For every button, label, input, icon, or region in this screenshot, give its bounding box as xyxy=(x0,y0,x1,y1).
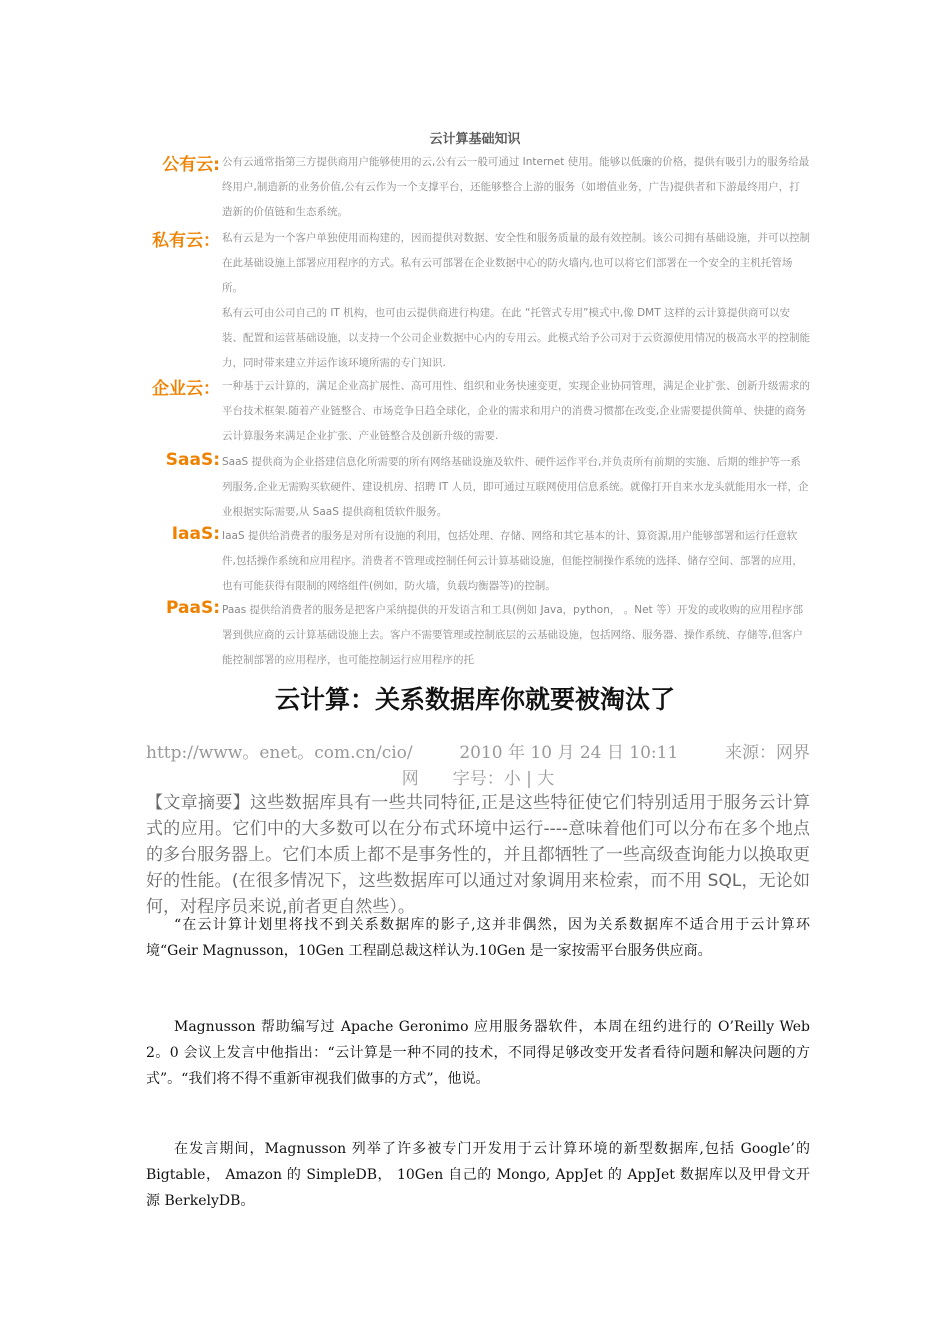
section-label: 企业云： xyxy=(152,379,220,399)
article-date: 2010 年 10 月 24 日 10:11 xyxy=(459,743,679,763)
section-body xyxy=(222,150,810,225)
article-abstract: 【文章摘要】这些数据库具有一些共同特征,正是这些特征使它们特别适用于服务云计算式的应用。它们中的大多数可以在分布式环境中运行----意味着他们可以分布在多个地点的多台服务器上。它们本质上都不是事务性的，并且都牺牲了一些高级查询能力以换取更好的性能。(在很多情况下，这些数据库可以通过对象调用来检索，而不用 SQL，无论如何，对程序员来说,前者更自然些）。 xyxy=(146,793,810,917)
section-body xyxy=(222,374,810,449)
article-source: 来源：网界 xyxy=(725,743,810,763)
article-paragraph: 在发言期间，Magnusson 列举了许多被专门开发用于云计算环境的新型数据库,包括 Google’的 Bigtable， Amazon 的 SimpleDB， 10Gen 自己的 Mongo, AppJet 的 AppJet 数据库以及甲骨文开源 BerkelyDB。 xyxy=(146,1141,810,1209)
section-paragraph: 公有云通常指第三方提供商用户能够使用的云,公有云一般可通过 Internet 使用。能够以低廉的价格，提供有吸引力的服务给最终用户,制造新的业务价值,公有云作为一个支撑平台，还能够整合上游的服务（如增值业务，广告)提供者和下游最终用户，打造新的价值链和生态系统。 xyxy=(222,156,810,218)
section-paragraph: IaaS 提供给消费者的服务是对所有设施的利用，包括处理、存储、网络和其它基本的计、算资源,用户能够部署和运行任意软件,包括操作系统和应用程序。消费者不管理或控制任何云计算基础设施，但能控制操作系统的选择、储存空间、部署的应用，也有可能获得有限制的网络组件(例如，防火墙，负载均衡器等)的控制。 xyxy=(222,530,803,592)
section-paragraph: SaaS 提供商为企业搭建信息化所需要的所有网络基础设施及软件、硬件运作平台,并负责所有前期的实施、后期的维护等一系列服务,企业无需购买软硬件、建设机房、招聘 IT 人员，即可通过互联网使用信息系统。就像打开自来水龙头就能用水一样，企业根据实际需要,从 SaaS 提供商租赁软件服务。 xyxy=(222,456,809,518)
source-url-link[interactable]: http://www。enet。com.cn/cio/ xyxy=(146,743,413,763)
section-paragraph: 一种基于云计算的，满足企业高扩展性、高可用性、组织和业务快速变更，实现企业协同管理，满足企业扩张、创新升级需求的平台技术框架.随着产业链整合、市场竞争日趋全球化，企业的需求和用户的消费习惯都在改变,企业需要提供简单、快捷的商务云计算服务来满足企业扩张、产业链整合及创新升级的需要. xyxy=(222,380,810,442)
article-title: 云计算：关系数据库你就要被淘汰了 xyxy=(274,685,675,714)
section-label: IaaS: xyxy=(171,524,220,544)
section-label: SaaS: xyxy=(165,450,220,470)
article-font-size: 网 字号：小 | 大 xyxy=(401,769,555,789)
section-label: PaaS: xyxy=(166,598,220,618)
section-paragraph: 私有云是为一个客户单独使用而构建的，因而提供对数据、安全性和服务质量的最有效控制。该公司拥有基础设施，并可以控制在此基础设施上部署应用程序的方式。私有云可部署在企业数据中心的防火墙内,也可以将它们部署在一个安全的主机托管场所。 xyxy=(222,232,810,294)
section-paragraph: Paas 提供给消费者的服务是把客户采纳提供的开发语言和工具(例如 Java，python， 。Net 等）开发的或收购的应用程序部署到供应商的云计算基础设施上去。客户不需要管理或控制底层的云基础设施，包括网络、服务器、操作系统、存储等,但客户能控制部署的应用程序，也可能控制运行应用程序的托 xyxy=(222,604,803,666)
section-label: 私有云： xyxy=(152,231,220,251)
article-meta xyxy=(146,740,810,792)
section-title: 云计算基础知识 xyxy=(429,132,521,147)
section-body xyxy=(222,450,810,525)
section-body xyxy=(222,524,810,599)
section-label: 公有云: xyxy=(162,155,220,175)
section-paragraph: 私有云可由公司自己的 IT 机构，也可由云提供商进行构建。在此 “托管式专用”模式中,像 DMT 这样的云计算提供商可以安装、配置和运营基础设施，以支持一个公司企业数据中心内的专用云。此模式给予公司对于云资源使用情况的极高水平的控制能力，同时带来建立并运作该环境所需的专门知识. xyxy=(222,307,810,369)
section-body xyxy=(222,226,810,376)
article-paragraph: “在云计算计划里将找不到关系数据库的影子,这并非偶然，因为关系数据库不适合用于云计算环境“Geir Magnusson，10Gen 工程副总裁这样认为.10Gen 是一家按需平台服务供应商。 xyxy=(146,917,810,959)
article-paragraph: Magnusson 帮助编写过 Apache Geronimo 应用服务器软件，本周在纽约进行的 O’Reilly Web 2。0 会议上发言中他指出：“云计算是一种不同的技术，不同得足够改变开发者看待问题和解决问题的方式”。“我们将不得不重新审视我们做事的方式”，他说。 xyxy=(146,1019,810,1087)
section-body xyxy=(222,598,810,673)
article-meta-row xyxy=(146,740,810,766)
